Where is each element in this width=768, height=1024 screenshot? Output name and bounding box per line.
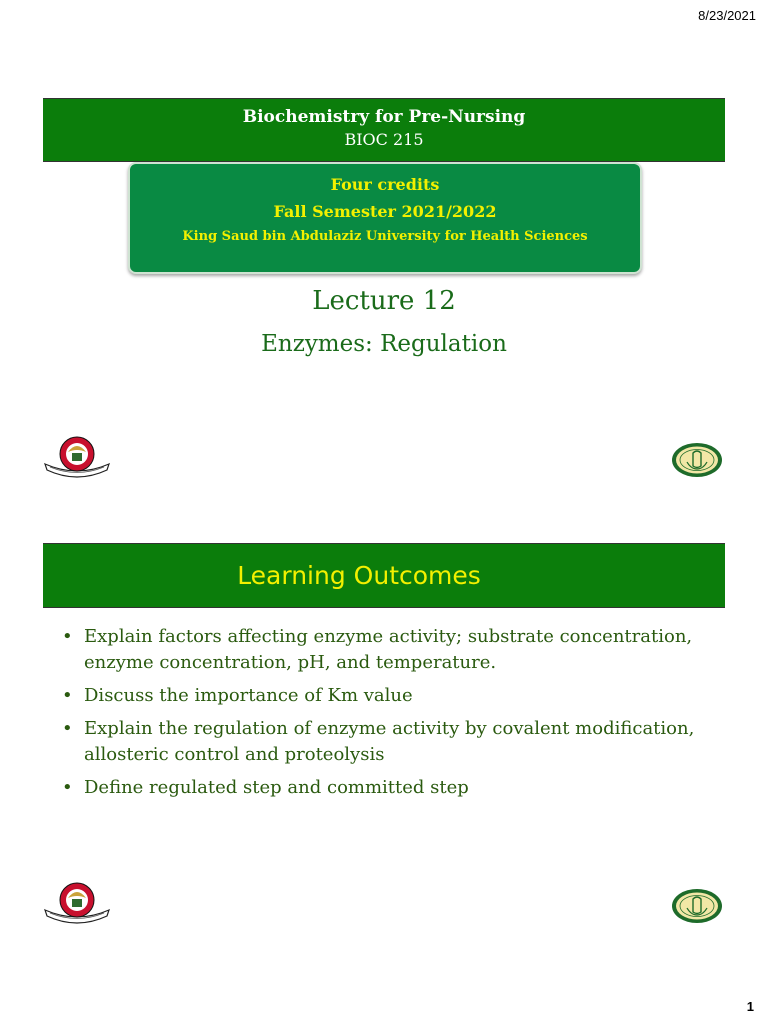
course-title-bar xyxy=(43,98,725,162)
course-info-box xyxy=(128,162,642,274)
list-item xyxy=(62,716,722,768)
bullet-icon: • xyxy=(62,626,73,647)
guard-crest-logo-icon xyxy=(42,880,112,928)
course-title: Biochemistry for Pre-Nursing xyxy=(242,107,526,127)
bullet-icon: • xyxy=(62,777,73,798)
credits-text: Four credits xyxy=(330,175,440,194)
page-date: 8/23/2021 xyxy=(698,8,756,23)
list-item-text: Discuss the importance of Km value xyxy=(84,685,413,706)
page-number: 1 xyxy=(746,999,754,1014)
university-text: King Saud bin Abdulaziz University for Health Sciences xyxy=(182,229,588,244)
list-item xyxy=(62,624,722,676)
semester-text: Fall Semester 2021/2022 xyxy=(273,202,497,221)
list-item xyxy=(62,775,722,801)
learning-outcomes-heading: Learning Outcomes xyxy=(237,561,481,590)
lecture-number: Lecture 12 xyxy=(312,286,456,316)
learning-outcomes-list xyxy=(62,624,722,808)
university-seal-logo-icon xyxy=(671,888,723,924)
list-item-text: Explain factors affecting enzyme activity; substrate concentration, enzyme concentration, pH, and temperature. xyxy=(84,626,693,673)
list-item xyxy=(62,683,722,709)
guard-crest-logo-icon xyxy=(42,434,112,482)
course-code: BIOC 215 xyxy=(344,130,424,149)
learning-outcomes-bar xyxy=(43,543,725,608)
bullet-icon: • xyxy=(62,718,73,739)
list-item-text: Define regulated step and committed step xyxy=(84,777,469,798)
bullet-icon: • xyxy=(62,685,73,706)
university-seal-logo-icon xyxy=(671,442,723,478)
lecture-topic: Enzymes: Regulation xyxy=(261,331,507,357)
list-item-text: Explain the regulation of enzyme activity by covalent modification, allosteric control and proteolysis xyxy=(84,718,695,765)
